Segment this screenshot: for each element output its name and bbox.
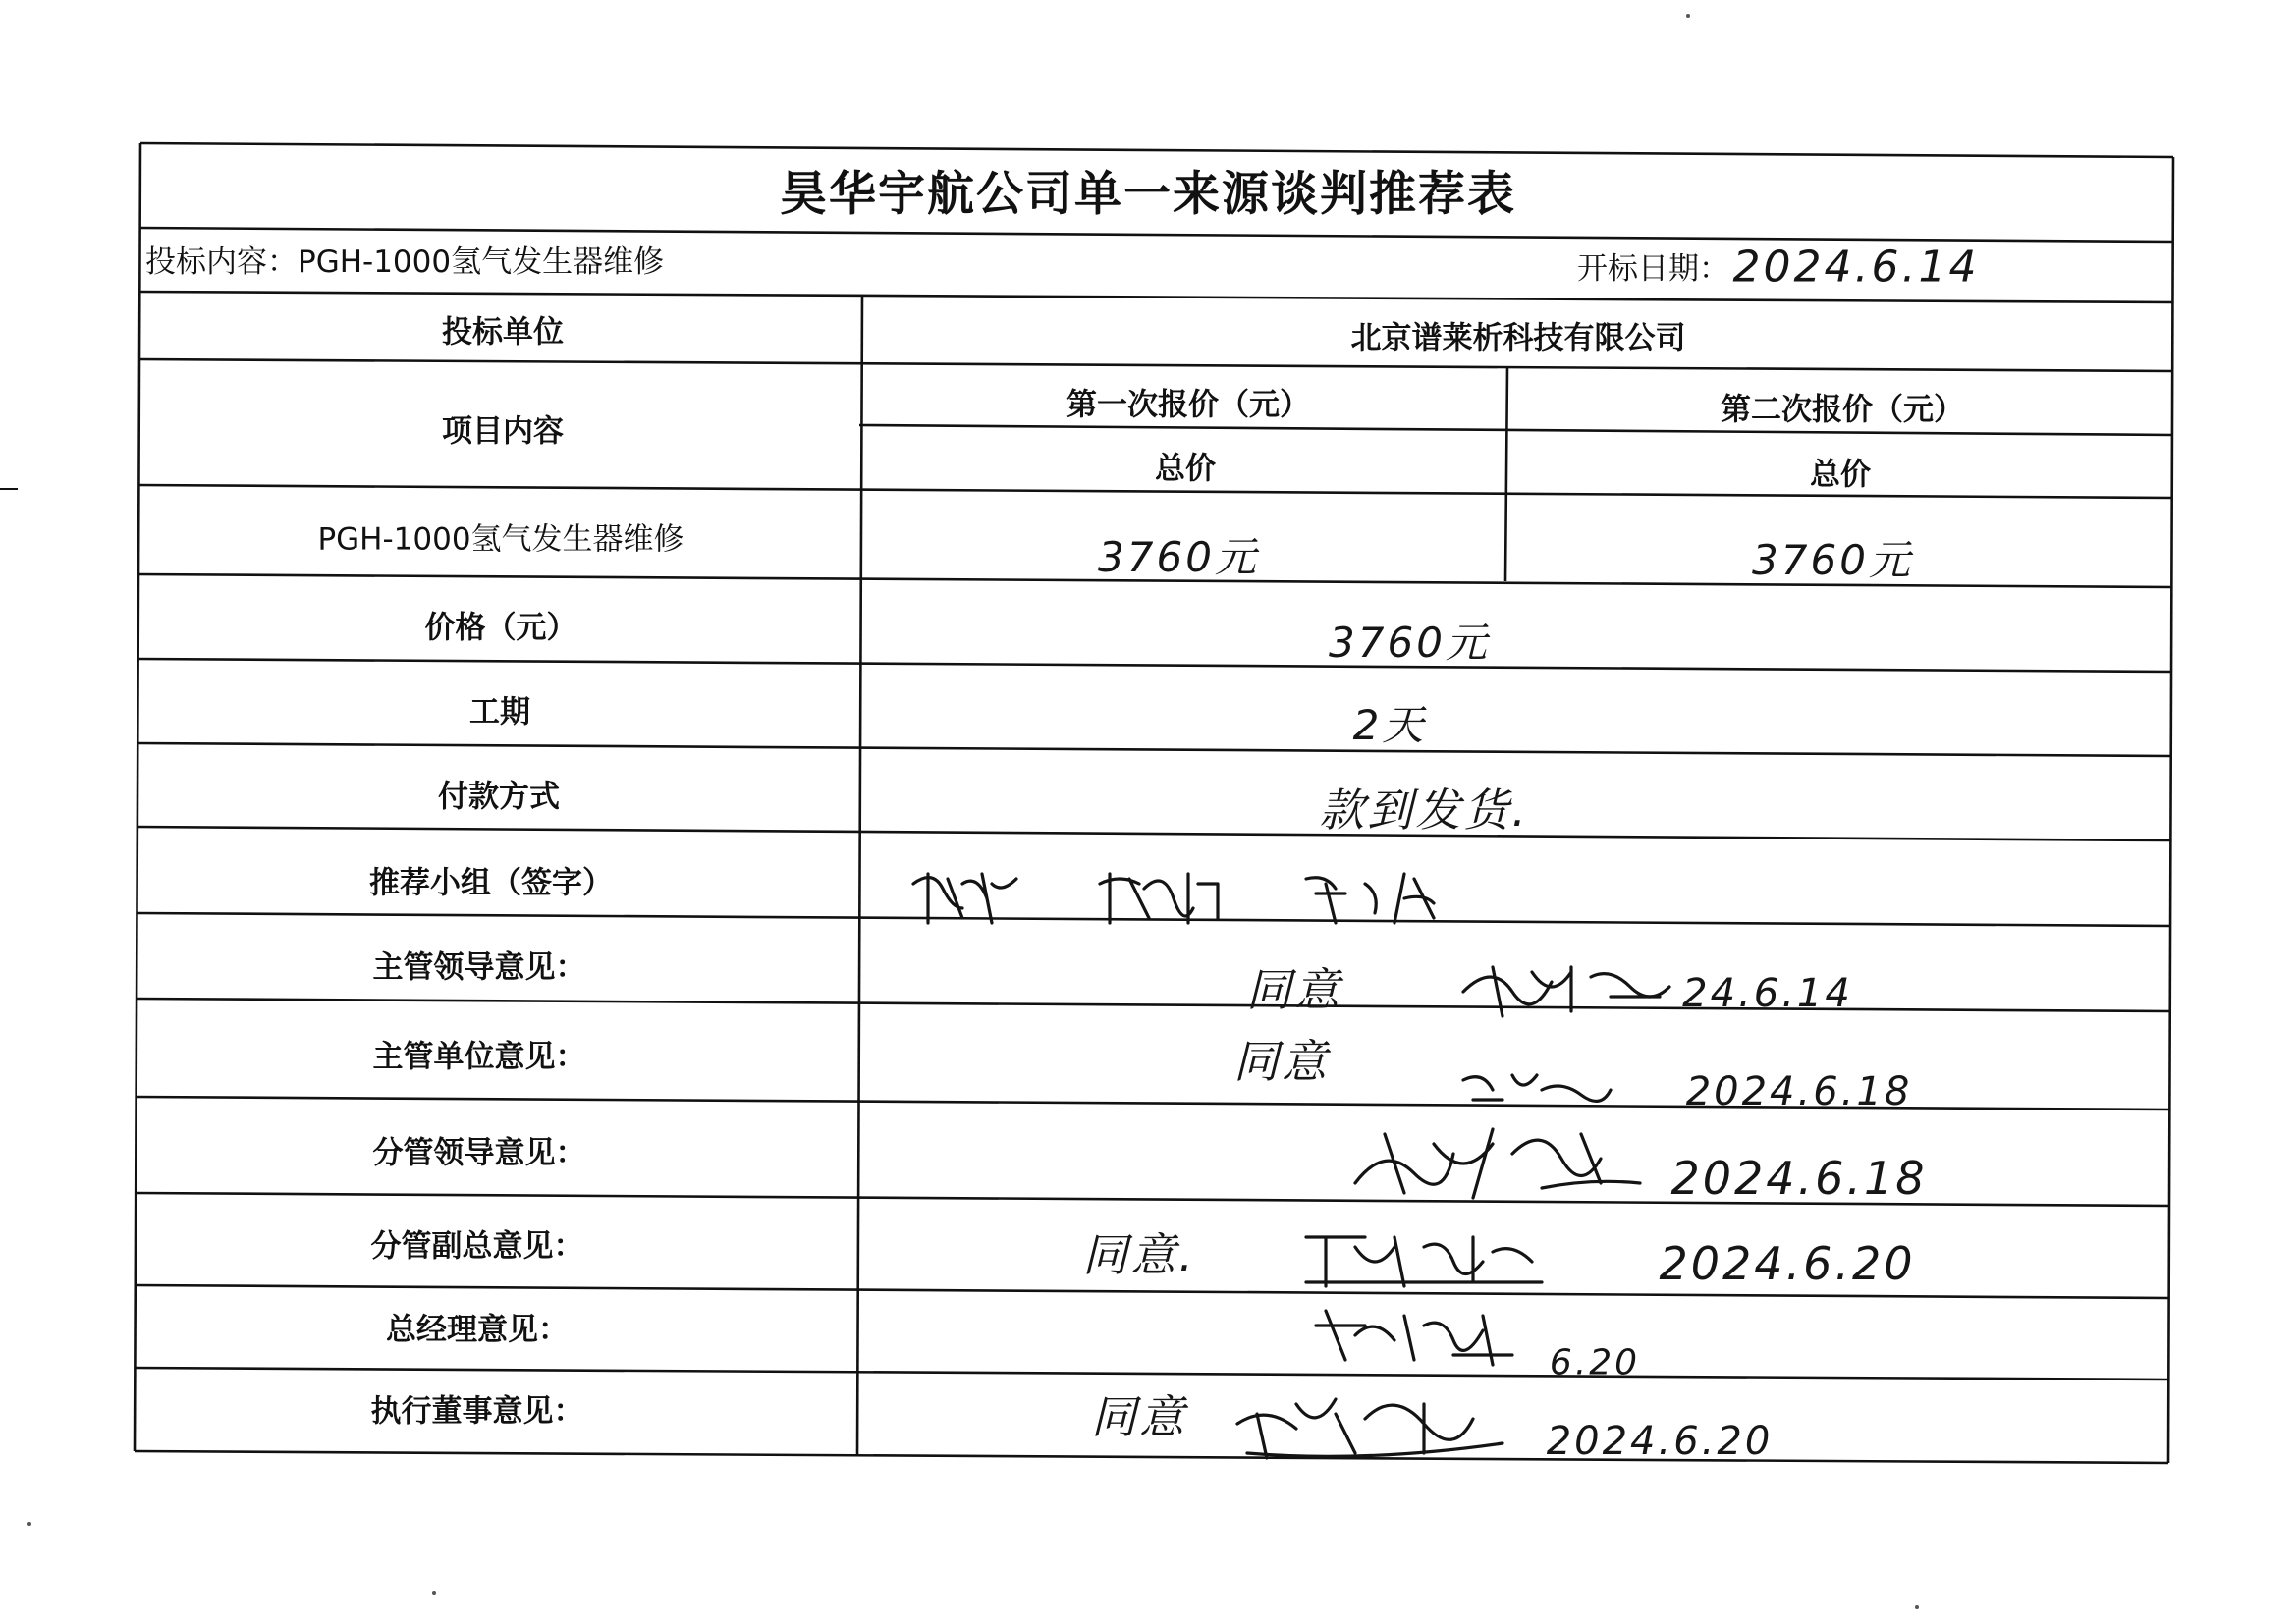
second-quote-header: 第二次报价（元） bbox=[1721, 392, 1964, 428]
payment-value: 款到发货. bbox=[1319, 784, 1529, 837]
division-leader-date: 2024.6.18 bbox=[1670, 1152, 1928, 1205]
second-quote-value: 3760元 bbox=[1752, 536, 1913, 584]
item-content-label: 项目内容 bbox=[442, 413, 564, 450]
payment-label: 付款方式 bbox=[438, 779, 560, 815]
exec-director-label: 执行董事意见： bbox=[370, 1393, 584, 1430]
open-date-value: 2024.6.14 bbox=[1732, 242, 1980, 293]
gm-signature bbox=[1306, 1296, 1532, 1375]
deputy-gm-signature bbox=[1296, 1218, 1552, 1296]
deputy-gm-label: 分管副总意见： bbox=[370, 1228, 584, 1265]
recommend-group-label: 推荐小组（签字） bbox=[369, 865, 613, 901]
supervisor-leader-opinion: 同意 bbox=[1246, 963, 1342, 1016]
first-quote-value: 3760元 bbox=[1098, 533, 1259, 581]
price-label: 价格（元） bbox=[424, 610, 577, 646]
bidder-label: 投标单位 bbox=[442, 314, 564, 351]
project-name: PGH-1000氢气发生器维修 bbox=[317, 521, 684, 558]
gm-date: 6.20 bbox=[1549, 1342, 1641, 1383]
exec-director-signature bbox=[1228, 1384, 1522, 1468]
supervisor-unit-date: 2024.6.18 bbox=[1685, 1069, 1913, 1114]
division-leader-label: 分管领导意见： bbox=[372, 1135, 586, 1171]
first-total-label: 总价 bbox=[1155, 451, 1216, 487]
deputy-gm-date: 2024.6.20 bbox=[1659, 1237, 1916, 1290]
recommend-group-signatures bbox=[894, 854, 1542, 943]
exec-director-opinion: 同意 bbox=[1091, 1390, 1187, 1443]
scan-speck bbox=[27, 1522, 31, 1526]
supervisor-unit-signature bbox=[1453, 1060, 1630, 1119]
open-date-label: 开标日期： bbox=[1577, 251, 1729, 287]
supervisor-unit-label: 主管单位意见： bbox=[372, 1039, 586, 1075]
gm-label: 总经理意见： bbox=[386, 1312, 569, 1348]
form-title: 昊华宇航公司单一来源谈判推荐表 bbox=[779, 166, 1517, 222]
duration-label: 工期 bbox=[469, 694, 530, 731]
division-leader-signature bbox=[1345, 1114, 1660, 1213]
scan-speck bbox=[1686, 14, 1690, 18]
scan-speck bbox=[432, 1591, 436, 1595]
bidder-value: 北京谱莱析科技有限公司 bbox=[1350, 320, 1686, 356]
bid-content-value: PGH-1000氢气发生器维修 bbox=[298, 244, 665, 280]
scan-speck bbox=[1915, 1605, 1919, 1609]
supervisor-leader-date: 24.6.14 bbox=[1682, 971, 1853, 1016]
duration-value: 2天 bbox=[1352, 701, 1427, 749]
supervisor-leader-label: 主管领导意见： bbox=[372, 949, 586, 986]
first-quote-header: 第一次报价（元） bbox=[1066, 387, 1310, 423]
supervisor-unit-opinion: 同意 bbox=[1233, 1035, 1330, 1088]
second-total-label: 总价 bbox=[1810, 457, 1871, 493]
deputy-gm-opinion: 同意. bbox=[1082, 1228, 1196, 1281]
price-value: 3760元 bbox=[1329, 619, 1490, 667]
exec-director-date: 2024.6.20 bbox=[1546, 1419, 1774, 1464]
bid-content-label: 投标内容： bbox=[145, 244, 298, 280]
supervisor-leader-signature bbox=[1453, 947, 1689, 1026]
